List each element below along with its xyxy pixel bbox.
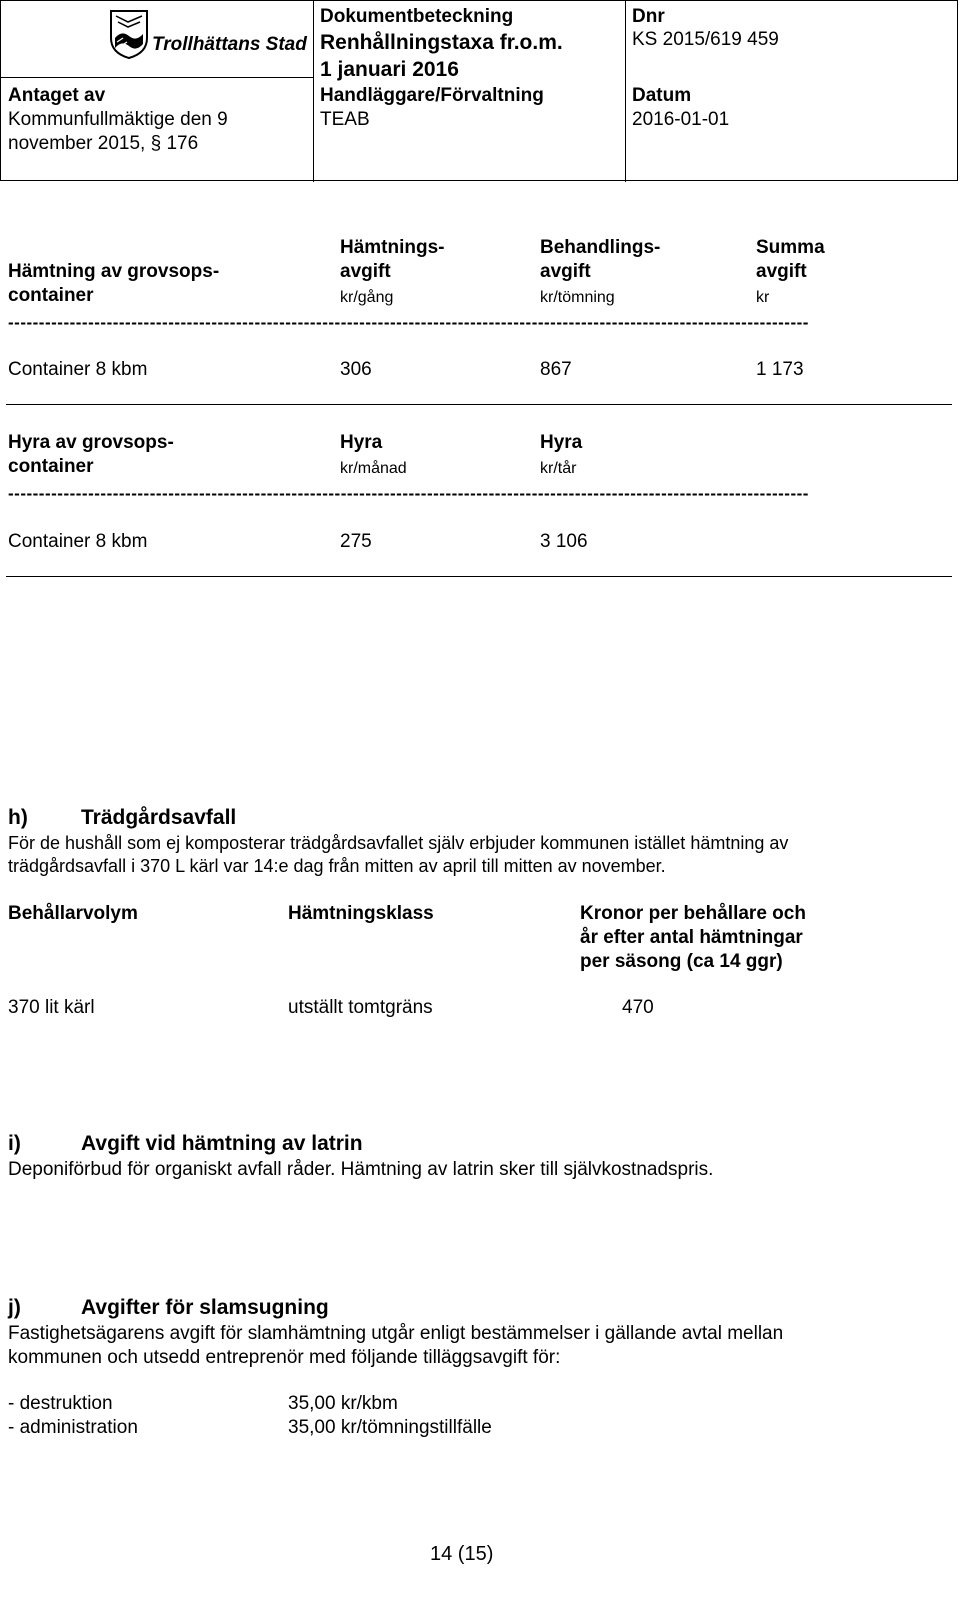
table-col-header: Behållarvolym — [8, 903, 138, 924]
section-text: Deponiförbud för organiskt avfall råder. Hämtning av latrin sker till självkostnadspris. — [8, 1159, 714, 1180]
table1-title: Hämtning av grovsops- — [8, 261, 220, 282]
table-cell: utställt tomtgräns — [288, 997, 433, 1018]
section-letter: j) — [8, 1296, 21, 1319]
table-cell: 275 — [340, 531, 372, 552]
table1-title: container — [8, 285, 94, 306]
doc-label: Dokumentbeteckning — [320, 6, 514, 27]
section-heading: Trädgårdsavfall — [81, 806, 237, 829]
list-item-label: - administration — [8, 1417, 138, 1438]
table2-title: container — [8, 456, 94, 477]
horizontal-rule — [6, 576, 952, 577]
doc-title-date: 1 januari 2016 — [320, 58, 459, 81]
table1-col-unit: kr — [756, 289, 770, 306]
table-col-header: per säsong (ca 14 ggr) — [580, 951, 783, 972]
table-cell: 1 173 — [756, 359, 804, 380]
list-item-value: 35,00 kr/kbm — [288, 1393, 398, 1414]
table2-col-unit: kr/månad — [340, 460, 407, 477]
header-divider — [625, 1, 626, 182]
table2-title: Hyra av grovsops- — [8, 432, 174, 453]
section-heading: Avgifter för slamsugning — [81, 1296, 329, 1319]
antaget-value: Kommunfullmäktige den 9 — [8, 109, 228, 130]
antaget-value: november 2015, § 176 — [8, 133, 199, 154]
table-col-header: år efter antal hämtningar — [580, 927, 803, 948]
table2-col-unit: kr/tår — [540, 460, 577, 477]
dnr-label: Dnr — [632, 6, 665, 27]
table-cell: 867 — [540, 359, 572, 380]
table-cell: 470 — [622, 997, 654, 1018]
section-text: Fastighetsägarens avgift för slamhämtning utgår enligt bestämmelser i gällande avtal mellan — [8, 1323, 784, 1344]
table1-col-unit: kr/tömning — [540, 289, 615, 306]
datum-label: Datum — [632, 85, 692, 106]
header-divider — [313, 1, 314, 182]
section-text: kommunen och utsedd entreprenör med följande tilläggsavgift för: — [8, 1347, 561, 1368]
table1-col-header: avgift — [340, 261, 391, 282]
doc-title: Renhållningstaxa fr.o.m. — [320, 31, 563, 54]
section-letter: h) — [8, 806, 28, 829]
table2-col-header: Hyra — [540, 432, 583, 453]
table-cell: 3 106 — [540, 531, 588, 552]
section-text: För de hushåll som ej komposterar trädgårdsavfallet själv erbjuder kommunen istället hämtning av — [8, 833, 789, 853]
table-cell: 370 lit kärl — [8, 997, 95, 1018]
table-row-label: Container 8 kbm — [8, 531, 148, 552]
list-item-label: - destruktion — [8, 1393, 113, 1414]
table1-col-header: avgift — [756, 261, 807, 282]
dnr-value: KS 2015/619 459 — [632, 29, 779, 50]
section-text: trädgårdsavfall i 370 L kärl var 14:e dag från mitten av april till mitten av november. — [8, 856, 666, 876]
trollhattan-coat-of-arms-logo — [108, 8, 150, 60]
list-item-value: 35,00 kr/tömningstillfälle — [288, 1417, 492, 1438]
table-col-header: Hämtningsklass — [288, 903, 434, 924]
table2-col-header: Hyra — [340, 432, 383, 453]
handlaggare-label: Handläggare/Förvaltning — [320, 85, 544, 106]
logo-wordmark: Trollhättans Stad — [152, 34, 307, 55]
table-col-header: Kronor per behållare och — [580, 903, 806, 924]
dashed-separator: ---------------------------------------------------------------------------------------------------------------------------------- — [8, 314, 809, 332]
table1-col-header: Summa — [756, 237, 825, 258]
table1-col-unit: kr/gång — [340, 289, 394, 306]
dashed-separator: ---------------------------------------------------------------------------------------------------------------------------------- — [8, 485, 809, 503]
antaget-label: Antaget av — [8, 85, 106, 106]
table1-col-header: Hämtnings- — [340, 237, 445, 258]
handlaggare-value: TEAB — [320, 109, 370, 130]
section-heading: Avgift vid hämtning av latrin — [81, 1132, 363, 1155]
header-divider — [1, 77, 313, 78]
page-number: 14 (15) — [430, 1543, 494, 1565]
table-row-label: Container 8 kbm — [8, 359, 148, 380]
horizontal-rule — [6, 404, 952, 405]
table-cell: 306 — [340, 359, 372, 380]
section-letter: i) — [8, 1132, 21, 1155]
table1-col-header: Behandlings- — [540, 237, 661, 258]
datum-value: 2016-01-01 — [632, 109, 730, 130]
table1-col-header: avgift — [540, 261, 591, 282]
